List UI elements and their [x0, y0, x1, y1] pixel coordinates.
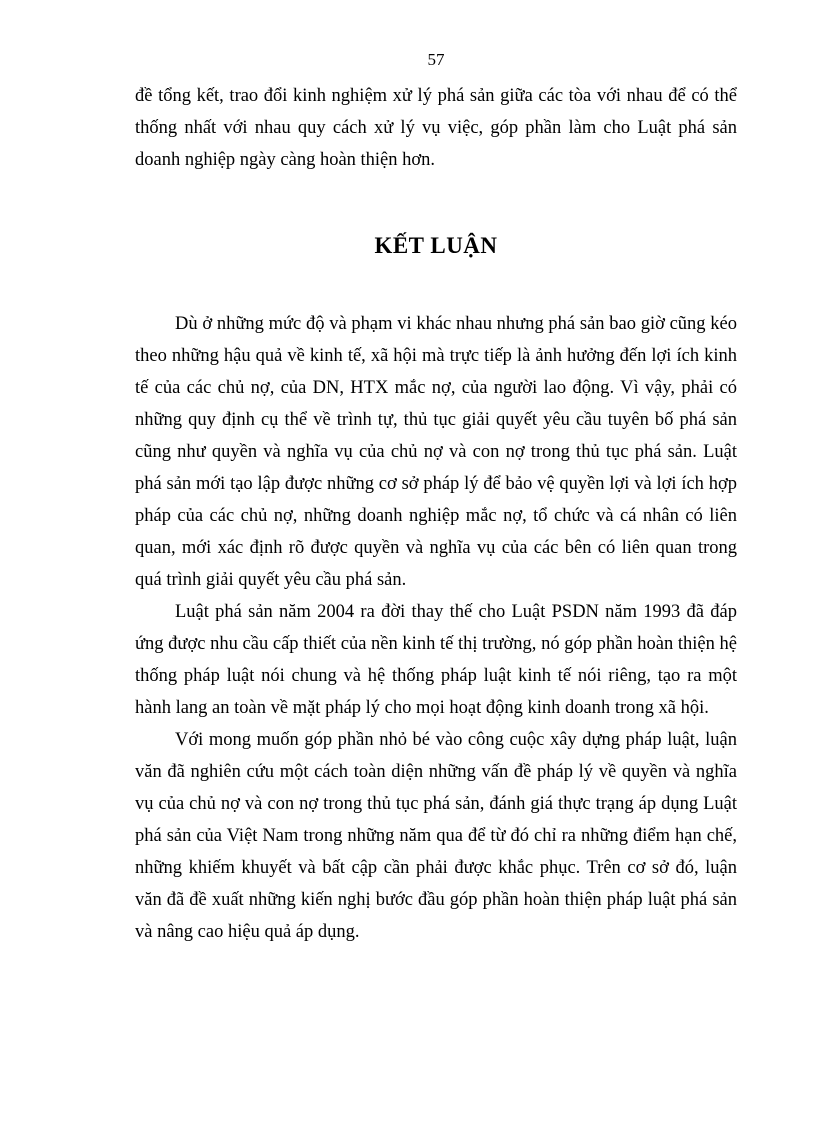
- intro-paragraph: đề tổng kết, trao đổi kinh nghiệm xử lý phá sản giữa các tòa với nhau để có thể thống nhất với nhau quy cách xử lý vụ việc, góp phần làm cho Luật phá sản doanh nghiệp ngày càng hoàn thiện hơn.: [135, 86, 737, 170]
- page-number: 57: [427, 50, 445, 69]
- conclusion-paragraph-2: Luật phá sản năm 2004 ra đời thay thế cho Luật PSDN năm 1993 đã đáp ứng được nhu cầu cấp thiết của nền kinh tế thị trường, nó góp phần hoàn thiện hệ thống pháp luật nói chung và hệ thống pháp luật kinh tế nói riêng, tạo ra một hành lang an toàn về mặt pháp lý cho mọi hoạt động kinh doanh trong xã hội.: [135, 602, 737, 718]
- conclusion-paragraph-3: Với mong muốn góp phần nhỏ bé vào công cuộc xây dựng pháp luật, luận văn đã nghiên cứu một cách toàn diện những vấn đề pháp lý về quyền và nghĩa vụ của chủ nợ và con nợ trong thủ tục phá sản, đánh giá thực trạng áp dụng Luật phá sản của Việt Nam trong những năm qua để từ đó chỉ ra những điểm hạn chế, những khiếm khuyết và bất cập cần phải được khắc phục. Trên cơ sở đó, luận văn đã đề xuất những kiến nghị bước đầu góp phần hoàn thiện pháp luật phá sản và nâng cao hiệu quả áp dụng.: [135, 730, 737, 942]
- section-heading: KẾT LUẬN: [374, 233, 498, 258]
- conclusion-paragraph-1: Dù ở những mức độ và phạm vi khác nhau nhưng phá sản bao giờ cũng kéo theo những hậu quả về kinh tế, xã hội mà trực tiếp là ảnh hưởng đến lợi ích kinh tế của các chủ nợ, của DN, HTX mắc nợ, của người lao động. Vì vậy, phải có những quy định cụ thể về trình tự, thủ tục giải quyết yêu cầu tuyên bố phá sản cũng như quyền và nghĩa vụ của chủ nợ và con nợ trong thủ tục phá sản. Luật phá sản mới tạo lập được những cơ sở pháp lý để bảo vệ quyền lợi và lợi ích hợp pháp của các chủ nợ, những doanh nghiệp mắc nợ, tổ chức và cá nhân có liên quan, mới xác định rõ được quyền và nghĩa vụ của các bên có liên quan trong quá trình giải quyết yêu cầu phá sản.: [135, 314, 737, 590]
- document-body: [135, 80, 737, 948]
